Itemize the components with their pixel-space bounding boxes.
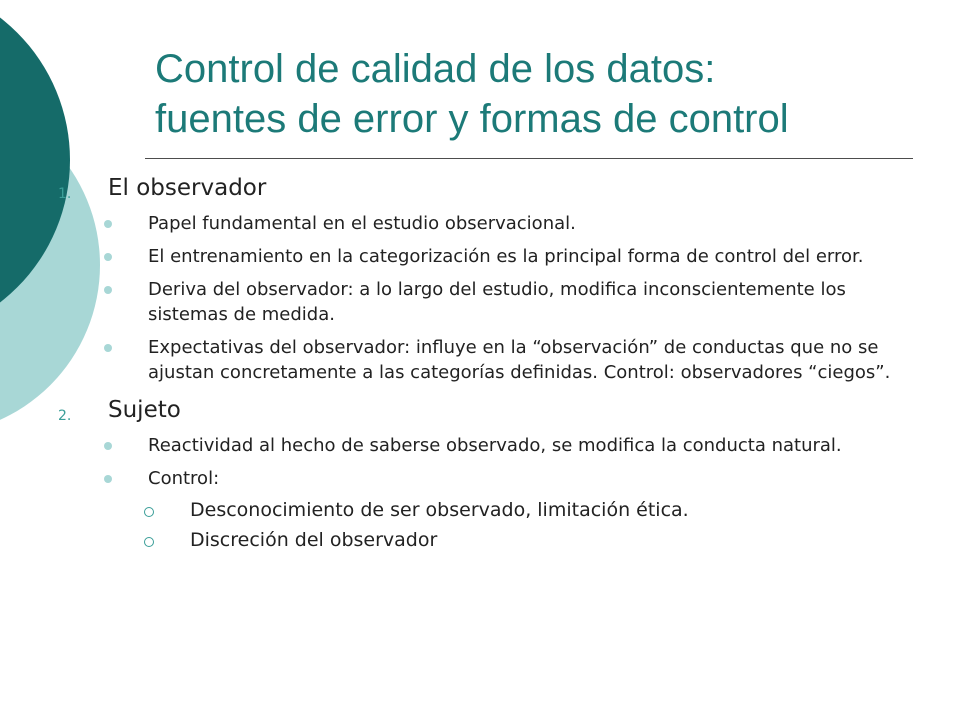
list-item-text: Reactividad al hecho de saberse observado, se modifica la conducta natural. xyxy=(148,435,842,456)
bullet-dot-icon xyxy=(104,253,112,261)
list-item xyxy=(0,277,908,327)
sub-list-item xyxy=(0,527,930,553)
section-number: 1. xyxy=(58,186,72,202)
bullet-ring-icon xyxy=(144,537,154,547)
list-item xyxy=(0,244,908,269)
section-heading-text: El observador xyxy=(108,175,267,201)
title-line-2: fuentes de error y formas de control xyxy=(155,97,789,141)
section-number: 2. xyxy=(58,408,72,424)
bullet-ring-icon xyxy=(144,507,154,517)
bullet-dot-icon xyxy=(104,344,112,352)
section-heading-text: Sujeto xyxy=(108,397,181,423)
sub-list-item-text: Discreción del observador xyxy=(190,529,438,551)
bullet-dot-icon xyxy=(104,475,112,483)
list-item-text: Papel fundamental en el estudio observacional. xyxy=(148,213,576,234)
list-item xyxy=(0,466,908,491)
list-item xyxy=(0,211,908,236)
bullet-dot-icon xyxy=(104,220,112,228)
list-item xyxy=(0,335,908,385)
list-item-text: Control: xyxy=(148,468,220,489)
sub-list-item xyxy=(0,497,930,523)
sub-list-item-text: Desconocimiento de ser observado, limitación ética. xyxy=(190,499,689,521)
bullet-dot-icon xyxy=(104,286,112,294)
slide-body xyxy=(0,168,960,553)
list-item xyxy=(0,433,908,458)
list-item-text: El entrenamiento en la categorización es la principal forma de control del error. xyxy=(148,246,864,267)
section-sujeto-heading xyxy=(0,395,928,425)
title-line-1: Control de calidad de los datos: xyxy=(155,47,716,91)
title-divider xyxy=(145,158,913,159)
list-item-text: Expectativas del observador: influye en la “observación” de conductas que no se ajustan concretamente a las categorías definidas. Control: observadores “ciegos”. xyxy=(148,337,891,383)
bullet-dot-icon xyxy=(104,442,112,450)
list-item-text: Deriva del observador: a lo largo del estudio, modifica inconscientemente los sistemas de medida. xyxy=(148,279,846,325)
slide-title xyxy=(155,44,935,144)
section-observador-heading xyxy=(0,173,928,203)
